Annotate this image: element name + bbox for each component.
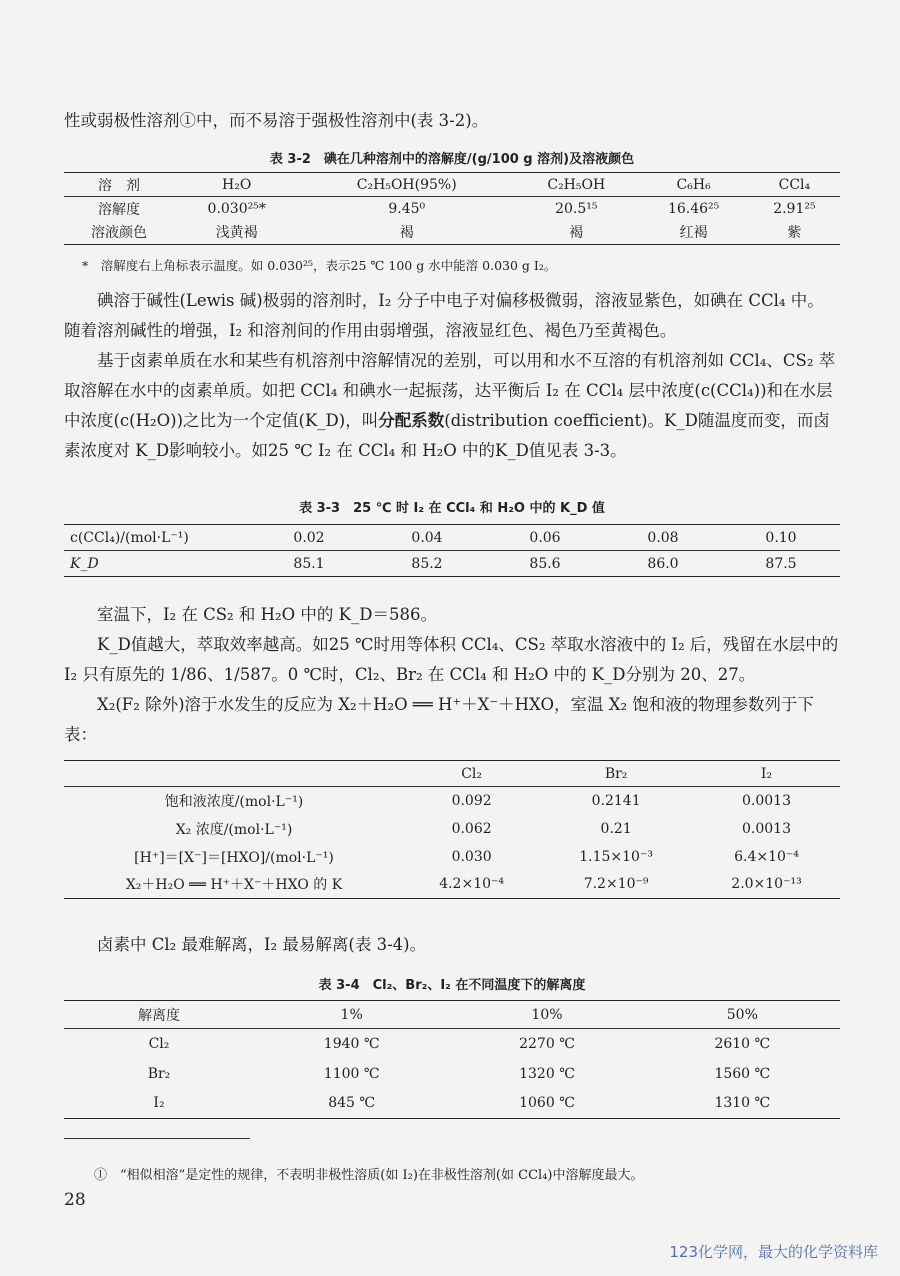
table-3-3-caption: 表 3-3 25 ℃ 时 I₂ 在 CCl₄ 和 H₂O 中的 K_D 值 — [299, 501, 605, 516]
header-cell: C₆H₆ — [676, 176, 711, 193]
paragraph: 室温下，I₂ 在 CS₂ 和 H₂O 中的 K_D＝586。 — [97, 605, 437, 624]
table-cell: 2.91²⁵ — [773, 200, 816, 217]
table-cell: 0.092 — [451, 792, 492, 809]
table-cell: 1560 ℃ — [714, 1065, 771, 1082]
table-row — [64, 843, 840, 871]
header-cell: 解离度 — [138, 1007, 180, 1024]
header-cell: 50% — [726, 1006, 758, 1023]
header-cell: H₂O — [222, 176, 252, 193]
row-label: Br₂ — [147, 1065, 171, 1082]
row-label: Cl₂ — [148, 1035, 170, 1052]
header-cell: C₂H₅OH — [547, 176, 606, 193]
table-row — [64, 197, 840, 221]
table-cell: 1310 ℃ — [714, 1095, 771, 1112]
table-cell: 0.2141 — [591, 792, 641, 809]
paragraph-text: (distribution coefficient)。K_D随温度而变，而卤素浓度对 K_D影响较小。如25 ℃ I₂ 在 CCl₄ 和 H₂O 中的K_D值见表 3-3。 — [64, 411, 830, 460]
table-cell: 0.06 — [529, 529, 561, 546]
header-cell: Cl₂ — [461, 765, 483, 782]
page-number: 28 — [64, 1190, 86, 1210]
table-cell: 16.46²⁵ — [667, 200, 720, 217]
table-row — [64, 221, 840, 245]
table-cell: 2.0×10⁻¹³ — [731, 876, 802, 893]
table-cell: 1940 ℃ — [323, 1035, 380, 1052]
table-cell: 0.04 — [411, 529, 443, 546]
header-cell: 溶 剂 — [98, 177, 140, 194]
header-cell: C₂H₅OH(95%) — [356, 176, 457, 193]
table-cell: 0.0013 — [742, 820, 791, 837]
table-cell: 1100 ℃ — [323, 1065, 380, 1082]
table-header-row — [64, 173, 840, 197]
footnote: ① “相似相溶”是定性的规律，不表明非极性溶质(如 I₂)在非极性溶剂(如 CCl₄)中溶解度最大。 — [94, 1168, 644, 1183]
table-cell: 85.6 — [529, 555, 561, 572]
table-cell: 2270 ℃ — [519, 1035, 575, 1052]
physical-parameters-table — [64, 760, 840, 899]
row-label: c(CCl₄)/(mol·L⁻¹) — [70, 529, 189, 546]
paragraph — [64, 346, 840, 466]
table-cell: 1320 ℃ — [519, 1065, 575, 1082]
table-cell: 85.1 — [293, 555, 325, 572]
table-header-row — [64, 1001, 840, 1029]
paragraph: K_D值越大，萃取效率越高。如25 ℃时用等体积 CCl₄、CS₂ 萃取水溶液中的 I₂ 后，残留在水层中的 I₂ 只有原先的 1/86、1/587。0 ℃时，Cl₂、Br₂ 在 CCl₄ 和 H₂O 中的 K_D分别为 20、27。 — [64, 635, 839, 684]
table-cell: 0.0013 — [742, 792, 791, 809]
row-label: K_D — [70, 555, 99, 572]
table-3-2 — [64, 172, 840, 245]
paragraph: 碘溶于碱性(Lewis 碱)极弱的溶剂时，I₂ 分子中电子对偏移极微弱，溶液显紫色，如碘在 CCl₄ 中。随着溶剂碱性的增强，I₂ 和溶剂间的作用由弱增强，溶液显红色、褐色乃至黄褐色。 — [64, 291, 824, 340]
table-3-4 — [64, 1000, 840, 1119]
header-cell: I₂ — [760, 765, 773, 782]
table-cell: 86.0 — [647, 555, 679, 572]
table-cell: 9.45⁰ — [388, 200, 426, 217]
table-3-3 — [64, 524, 840, 577]
table-cell: 1060 ℃ — [519, 1095, 575, 1112]
table-row — [64, 787, 840, 815]
row-label: 溶解度 — [98, 201, 140, 218]
header-cell — [64, 761, 404, 787]
header-cell: Br₂ — [604, 765, 628, 782]
term-bold: 分配系数 — [378, 411, 445, 430]
table-cell: 7.2×10⁻⁹ — [583, 876, 649, 893]
continuation-line: 性或弱极性溶剂①中，而不易溶于强极性溶剂中(表 3-2)。 — [64, 111, 489, 130]
table-cell: 0.21 — [600, 820, 632, 837]
table-cell: 0.030²⁵* — [207, 200, 266, 217]
row-label: I₂ — [153, 1095, 165, 1112]
header-cell: 10% — [531, 1006, 563, 1023]
table-3-2-caption: 表 3-2 碘在几种溶剂中的溶解度/(g/100 g 溶剂)及溶液颜色 — [269, 152, 635, 167]
table-cell: 85.2 — [411, 555, 443, 572]
row-label: 饱和液浓度/(mol·L⁻¹) — [164, 793, 304, 810]
table-cell: 0.062 — [451, 820, 492, 837]
table-row — [64, 525, 840, 551]
row-label: X₂ 浓度/(mol·L⁻¹) — [175, 821, 293, 838]
paragraph: 卤素中 Cl₂ 最难解离，I₂ 最易解离(表 3-4)。 — [97, 935, 427, 954]
paragraph-text: 基于卤素单质在水和某些有机溶剂中溶解情况的差别，可以用和水不互溶的有机溶剂如 CCl₄、CS₂ 萃取溶解在水中的卤素单质。如把 CCl₄ 和碘水一起振荡，达平衡后 I₂ 在 CCl₄ 层中浓度(c(CCl₄))和在水层中浓度(c(H₂O))之比为一个定值(K_D)，叫 — [64, 351, 836, 430]
table-row — [64, 1059, 840, 1089]
watermark: 123化学网，最大的化学资料库 — [669, 1243, 878, 1261]
footnote-rule — [64, 1138, 250, 1139]
paragraph: X₂(F₂ 除外)溶于水发生的反应为 X₂＋H₂O ══ H⁺＋X⁻＋HXO，室温 X₂ 饱和液的物理参数列于下表： — [64, 695, 814, 744]
table-cell: 褐 — [569, 225, 584, 242]
table-cell: 褐 — [399, 225, 414, 242]
header-cell: CCl₄ — [778, 176, 811, 193]
table-cell: 0.10 — [765, 529, 797, 546]
table-row — [64, 815, 840, 843]
table-row — [64, 871, 840, 899]
table-cell: 6.4×10⁻⁴ — [734, 848, 799, 865]
table-cell: 紫 — [787, 225, 802, 242]
table-3-4-caption: 表 3-4 Cl₂、Br₂、I₂ 在不同温度下的解离度 — [318, 978, 586, 993]
table-cell: 浅黄褐 — [215, 225, 258, 242]
table-cell: 87.5 — [765, 555, 797, 572]
row-label: 溶液颜色 — [91, 225, 147, 242]
table-cell: 0.030 — [451, 848, 492, 865]
table-header-row — [64, 761, 840, 787]
table-cell: 2610 ℃ — [714, 1035, 771, 1052]
table-3-2-note: * 溶解度右上角标表示温度。如 0.030²⁵，表示25 ℃ 100 g 水中能溶 0.030 g I₂。 — [82, 258, 557, 273]
table-cell: 20.5¹⁵ — [555, 200, 598, 217]
table-row — [64, 1089, 840, 1119]
header-cell: 1% — [340, 1006, 363, 1023]
table-cell: 1.15×10⁻³ — [579, 848, 653, 865]
table-cell: 红褐 — [679, 225, 708, 242]
table-row — [64, 551, 840, 577]
row-label: X₂＋H₂O ══ H⁺＋X⁻＋HXO 的 K — [125, 877, 343, 894]
table-cell: 0.02 — [293, 529, 325, 546]
table-row — [64, 1029, 840, 1059]
table-cell: 4.2×10⁻⁴ — [439, 876, 505, 893]
table-cell: 0.08 — [647, 529, 679, 546]
row-label: [H⁺]＝[X⁻]＝[HXO]/(mol·L⁻¹) — [134, 849, 334, 866]
table-cell: 845 ℃ — [328, 1095, 376, 1112]
